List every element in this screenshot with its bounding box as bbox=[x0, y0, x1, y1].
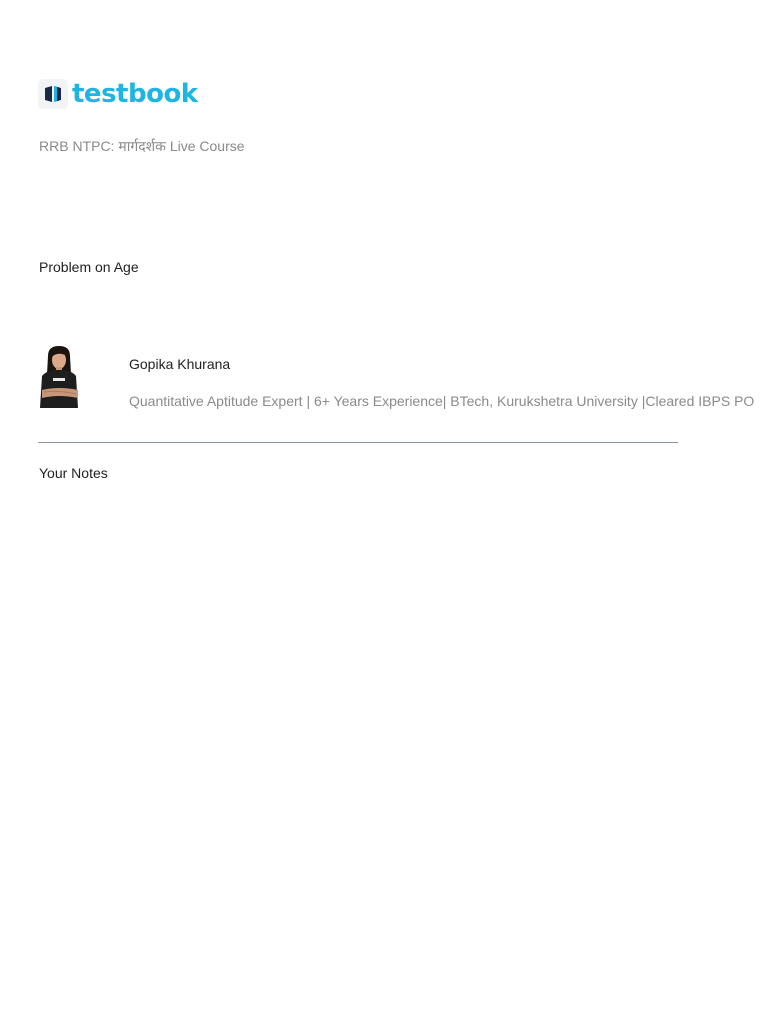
section-divider bbox=[38, 442, 678, 443]
lesson-title: Problem on Age bbox=[39, 259, 139, 275]
notes-heading: Your Notes bbox=[39, 465, 108, 481]
instructor-avatar bbox=[38, 346, 84, 410]
book-logo-icon bbox=[38, 79, 68, 109]
instructor-name: Gopika Khurana bbox=[129, 356, 231, 372]
logo-wordmark: testbook bbox=[72, 79, 198, 109]
course-title: RRB NTPC: मार्गदर्शक Live Course bbox=[39, 138, 245, 154]
instructor-bio: Quantitative Aptitude Expert | 6+ Years Experience| BTech, Kurukshetra University |Cleared IBPS PO bbox=[129, 393, 755, 409]
testbook-logo[interactable] bbox=[38, 78, 198, 110]
